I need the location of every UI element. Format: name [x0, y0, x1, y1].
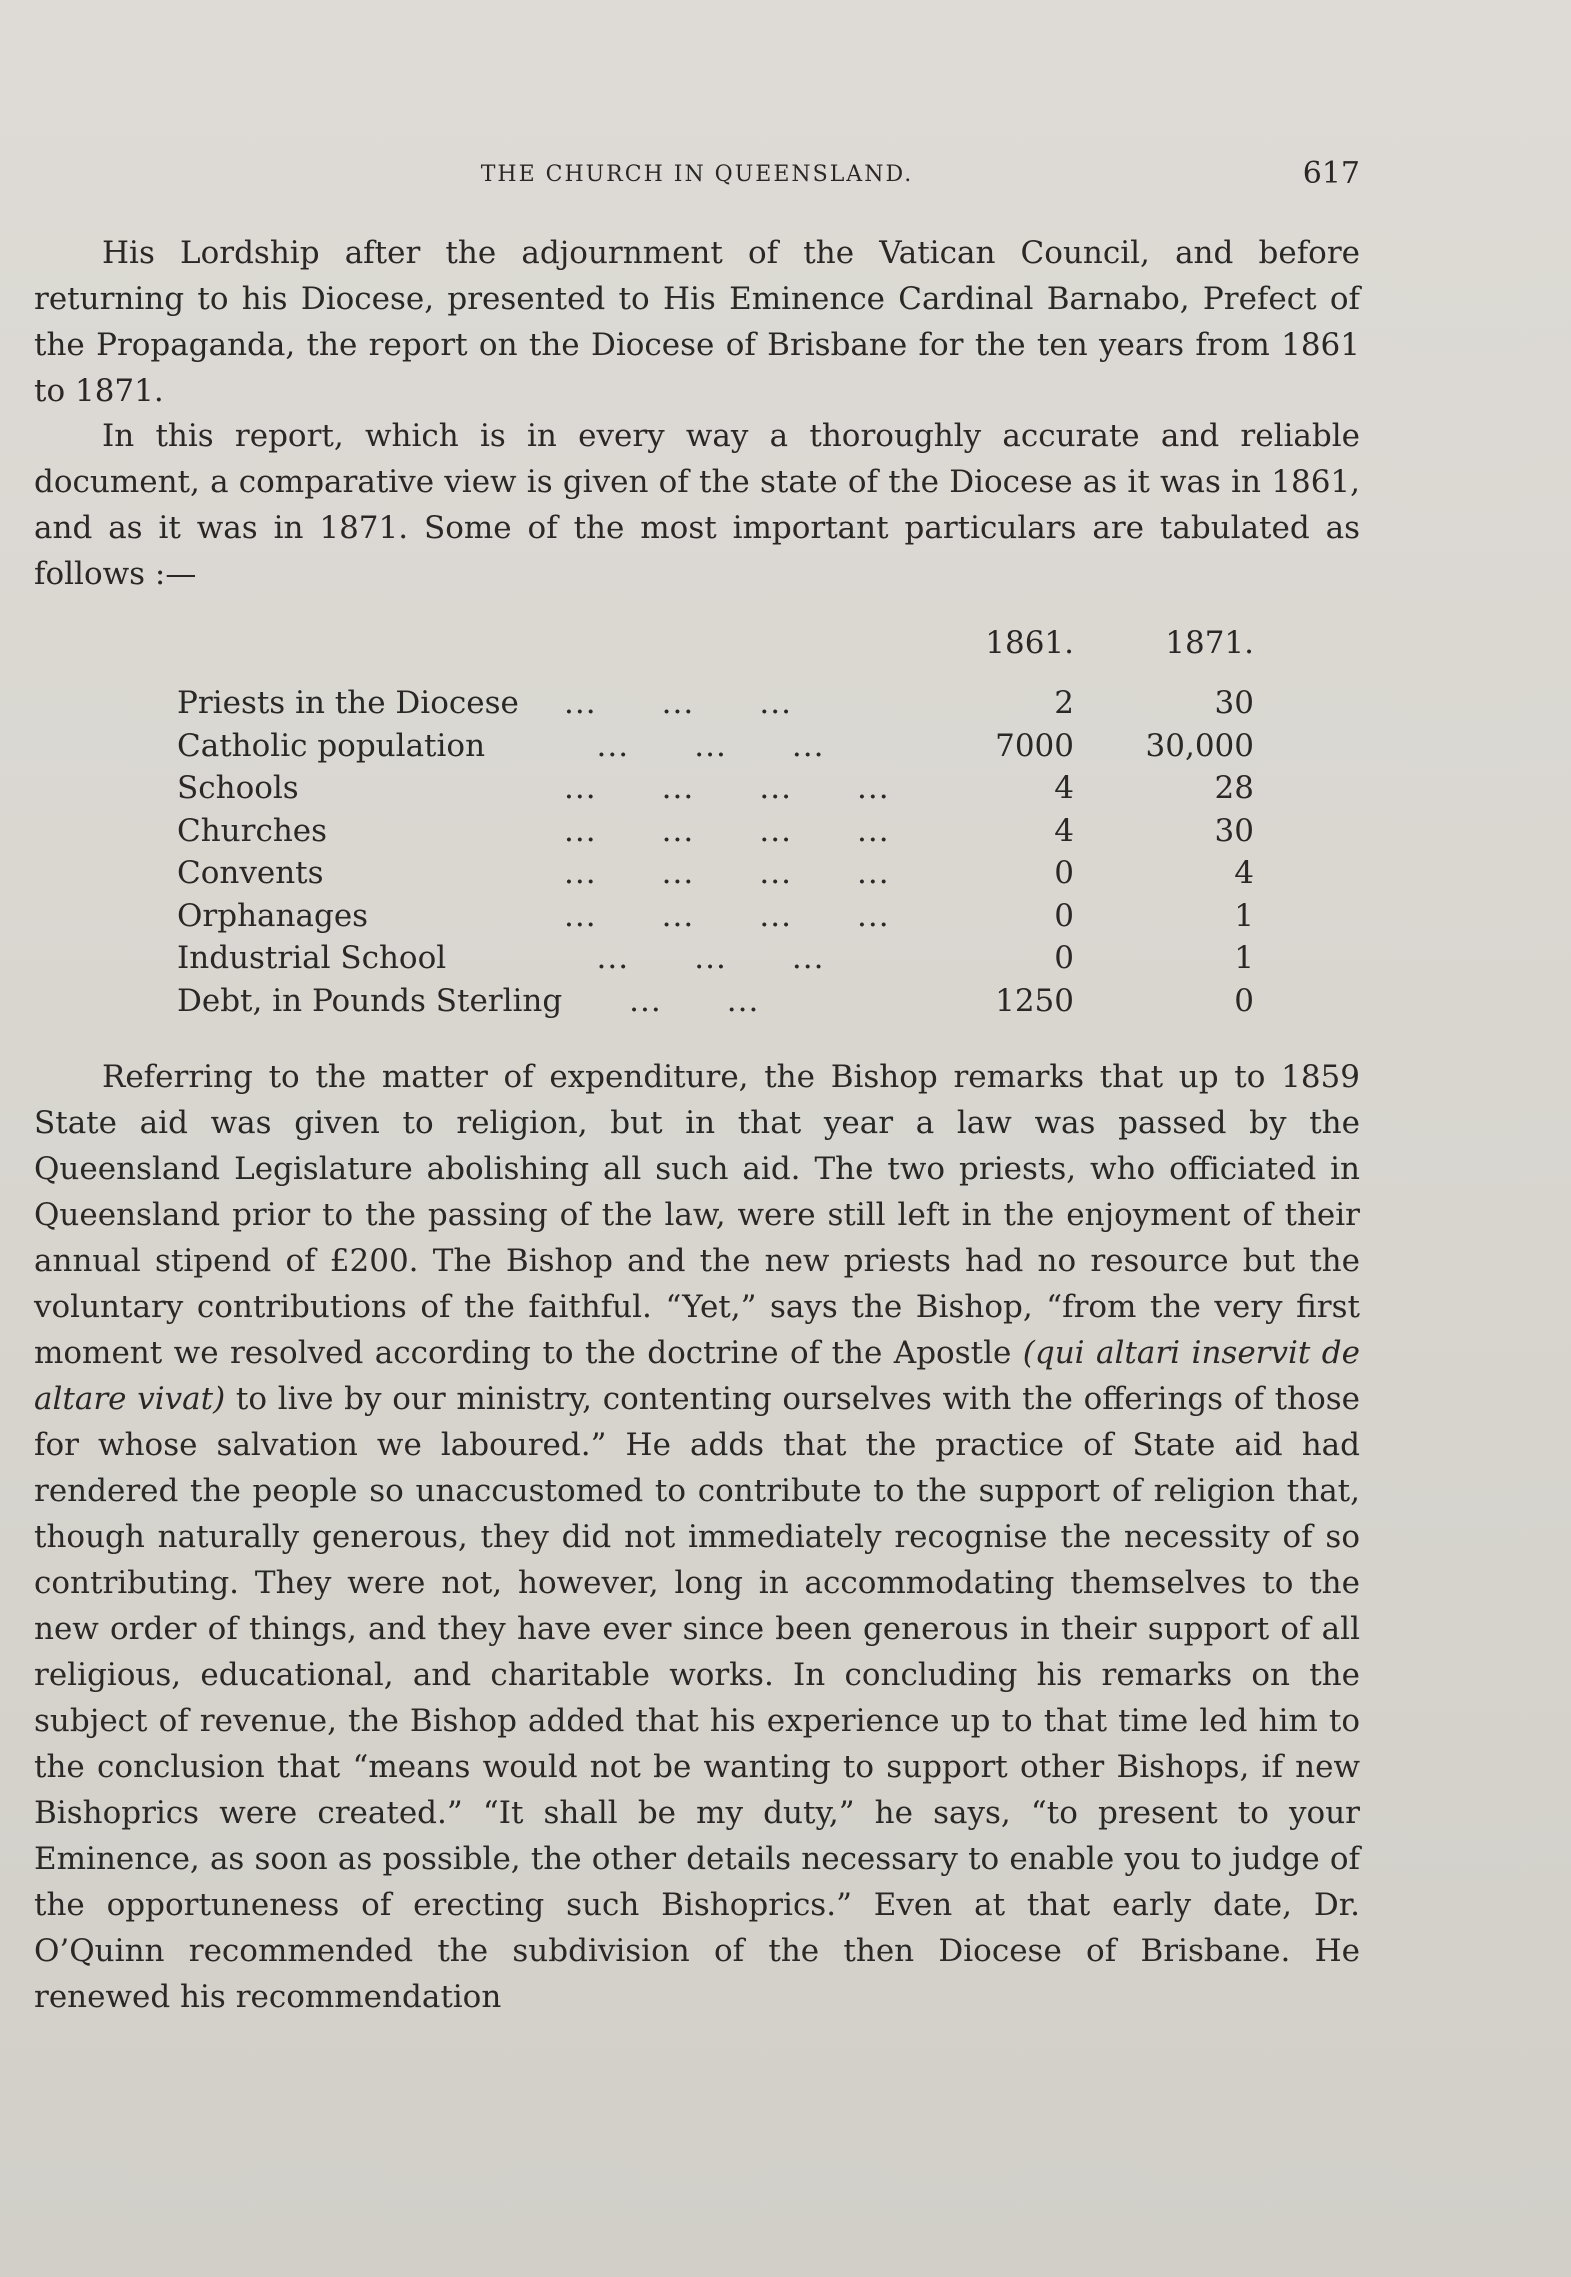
paragraph-1-text: His Lordship after the adjournment of the Vatican Council, and before returning to his Diocese, presented to His Eminence Cardinal Barnabo, Prefect of the Propaganda, the report on the Diocese of Brisbane for the ten years from 1861 to 1871. [34, 235, 1360, 409]
page-number: 617 [1302, 156, 1360, 191]
value-1871: 30 [1214, 812, 1254, 849]
leader-dots: ... ... ... [564, 685, 792, 721]
value-1871: 0 [1234, 982, 1254, 1019]
latin-quotation: (qui altari inservit de altare vivat) [34, 1335, 1360, 1417]
table-row [34, 810, 1360, 853]
paragraph-3 [34, 1054, 1360, 2020]
leader-dots: ... ... ... ... [564, 897, 890, 934]
table-header-row [34, 622, 1360, 682]
column-header-1871: 1871. [1165, 625, 1254, 661]
table-row [34, 852, 1360, 895]
paragraph-2-text: In this report, which is in every way a thoroughly accurate and reliable document, a comparative view is given of the state of the Diocese as it was in 1861, and as it was in 1871. Some of the most important particulars are tabulated as follows :— [34, 418, 1360, 592]
row-label: Priests in the Diocese [177, 685, 519, 721]
table-row [34, 895, 1360, 938]
paragraph-1 [34, 230, 1360, 414]
paragraph-2 [34, 413, 1360, 597]
value-1871: 30,000 [1145, 727, 1254, 764]
row-label: Catholic population [177, 727, 486, 764]
page-header [34, 150, 1360, 200]
paragraph-3-part-2: to live by our ministry, contenting ourselves with the offerings of those for whose salvation we laboured.” He adds that the practice of State aid had rendered the people so unaccustomed to contribute to the support of religion that, though naturally generous, they did not immediately recognise the necessity of so contributing. They were not, however, long in accommodating themselves to the new order of things, and they have ever since been generous in their support of all religious, educational, and charitable works. In concluding his remarks on the subject of revenue, the Bishop added that his experience up to that time led him to the conclusion that “means would not be wanting to support other Bishops, if new Bishoprics were created.” “It shall be my duty,” he says, “to present to your Eminence, as soon as possible, the other details necessary to enable you to judge of the opportuneness of erecting such Bishoprics.” Even at that early date, Dr. O’Quinn recommended the subdivision of the then Diocese of Brisbane. He renewed his recommendation [34, 1381, 1360, 2015]
value-1861: 4 [1054, 812, 1074, 849]
leader-dots: ... ... ... ... [564, 812, 890, 849]
value-1861: 0 [1054, 897, 1074, 934]
table-row [34, 937, 1360, 980]
row-label: Industrial School [177, 940, 447, 976]
value-1871: 30 [1214, 685, 1254, 721]
table-row [34, 725, 1360, 768]
value-1871: 1 [1234, 940, 1254, 976]
row-label: Churches [177, 812, 328, 849]
value-1861: 7000 [995, 727, 1074, 764]
table-row [34, 980, 1360, 1023]
value-1871: 1 [1234, 897, 1254, 934]
value-1861: 4 [1054, 770, 1074, 806]
leader-dots: ... ... ... ... [564, 855, 890, 891]
table-row [34, 767, 1360, 810]
value-1861: 1250 [995, 982, 1074, 1019]
row-label: Convents [177, 855, 324, 891]
row-label: Debt, in Pounds Sterling [177, 982, 563, 1019]
leader-dots: ... ... ... ... [564, 770, 890, 806]
column-header-1861: 1861. [985, 625, 1074, 661]
table-row [34, 682, 1360, 725]
leader-dots: ... ... [564, 982, 760, 1019]
value-1861: 0 [1054, 940, 1074, 976]
paragraph-3-part-1: Referring to the matter of expenditure, the Bishop remarks that up to 1859 State aid was given to religion, but in that year a law was passed by the Queensland Legislature abolishing all such aid. The two priests, who officiated in Queensland prior to the passing of the law, were still left in the enjoyment of their annual stipend of £200. The Bishop and the new priests had no resource but the voluntary contributions of the faithful. “Yet,” says the Bishop, “from the very first moment we resolved according to the doctrine of the Apostle [34, 1059, 1360, 1371]
row-label: Orphanages [177, 897, 369, 934]
value-1871: 4 [1234, 855, 1254, 891]
paragraph-3-text [34, 1054, 1360, 2020]
statistics-table [34, 622, 1360, 1022]
row-label: Schools [177, 770, 299, 806]
leader-dots: ... ... ... [564, 940, 825, 976]
value-1871: 28 [1214, 770, 1254, 806]
running-title: THE CHURCH IN QUEENSLAND. [480, 162, 914, 187]
value-1861: 0 [1054, 855, 1074, 891]
leader-dots: ... ... ... [564, 727, 825, 764]
value-1861: 2 [1054, 685, 1074, 721]
